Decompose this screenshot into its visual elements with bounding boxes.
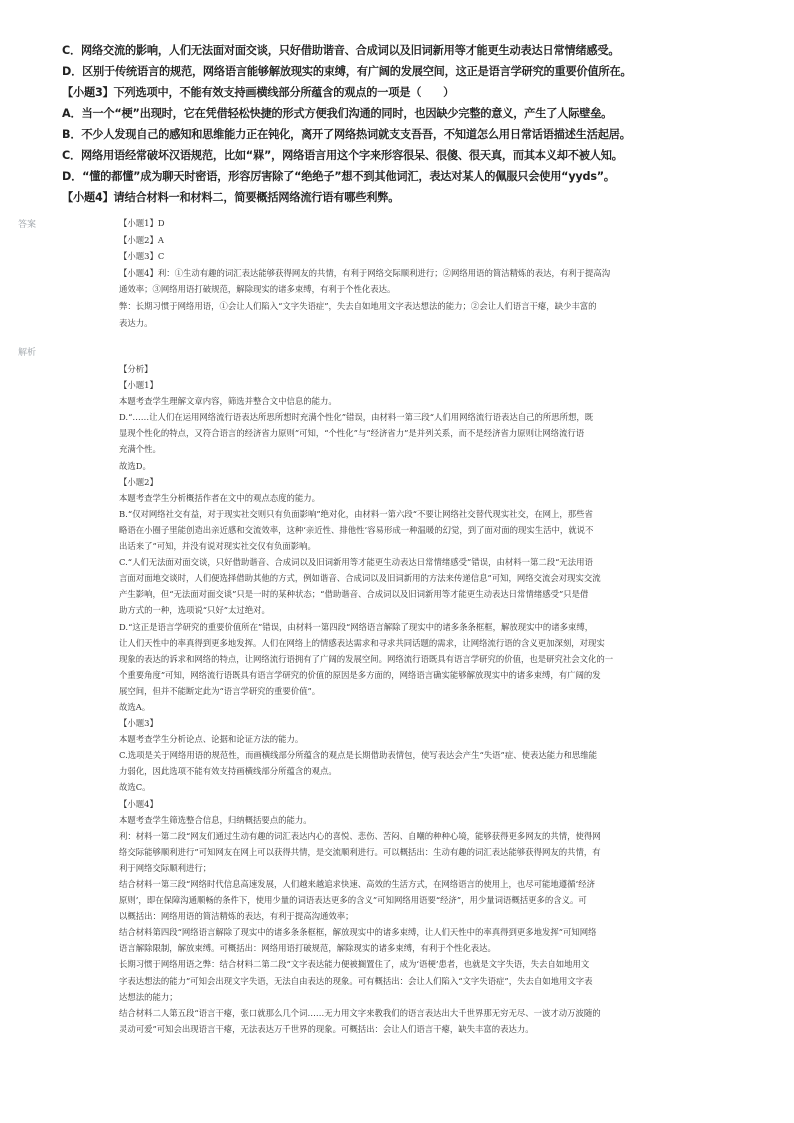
analysis-text-line: 【小题3】 <box>119 718 158 729</box>
analysis-text-line: 本题考查学生分析概括作者在文中的观点态度的能力。 <box>119 492 320 503</box>
question-text-line: 【小题4】请结合材料一和材料二，简要概括网络流行语有哪些利弊。 <box>62 191 400 204</box>
question-text-line: 【小题3】下列选项中，不能有效支持画横线部分所蕴含的观点的一项是（ ） <box>62 86 455 99</box>
analysis-text-line: 展空间，但并不能断定此为“语言学研究的重要价值”。 <box>119 685 321 696</box>
analysis-text-line: 络交际能够顺利进行”可知网友在网上可以获得共情，是交流顺利进行。可以概括出：生动有趣的词汇表达能够获得网友的共情，有 <box>119 846 601 857</box>
question-text-line: D．“懂的都懂”成为聊天时密语，形容厉害除了“绝绝子”想不到其他词汇，表达对某人的佩服只会使用“yyds”。 <box>62 170 615 183</box>
analysis-text-line: 助方式的一种，选项说“只好”太过绝对。 <box>119 605 270 616</box>
analysis-text-line: 利于网络交际顺利进行； <box>119 862 212 873</box>
question-text-line: A．当一个“梗”出现时，它在凭借轻松快捷的形式方便我们沟通的同时，也因缺少完整的意义，产生了人际壁垒。 <box>62 107 613 120</box>
analysis-text-line: B.“仅对网络社交有益，对于现实社交则只有负面影响”绝对化，由材料一第六段“不要让网络社交替代现实社交，在网上，那些省 <box>119 508 593 519</box>
analysis-text-line: 结合材料一第三段“网络时代信息高速发展，人们越来越追求快速、高效的生活方式，在网络语言的使用上，也尽可能地遵循‘经济 <box>119 879 595 889</box>
answer-text-line: 弊：长期习惯于网络用语，①会让人们陷入“文字失语症”，失去自如地用文字表达想法的能力；②会让人们语言干瘪，缺少丰富的 <box>119 300 597 311</box>
analysis-text-line: 原则’，即在保障沟通顺畅的条件下，使用少量的词语表达更多的含义”可知网络用语要“经济”，用少量词语概括更多的含义。可 <box>119 895 587 906</box>
analysis-text-line: 力弱化，因此选项不能有效支持画横线部分所蕴含的观点。 <box>119 766 337 777</box>
answer-text-line: 通效率；③网络用语打破规范，解除现实的诸多束缚，有利于个性化表达。 <box>119 284 396 295</box>
analysis-text-line: 现象的表达的诉求和网络的特点，让网络流行语拥有了广阔的发展空间。网络流行语既具有语言学研究的价值，也是研究社会文化的一 <box>119 653 614 664</box>
answer-text-line: 【小题4】利：①生动有趣的词汇表达能够获得网友的共情，有利于网络交际顺利进行；②网络用语的简洁精炼的表达，有利于提高沟 <box>119 267 611 278</box>
analysis-text-line: 本题考查学生理解文章内容，筛选并整合文中信息的能力。 <box>119 396 337 407</box>
analysis-text-line: 利：材料一第二段“网友们通过生动有趣的词汇表达内心的喜悦、悲伤、苦闷、自嘲的种种心境，能够获得更多网友的共情，使得网 <box>119 830 601 841</box>
analysis-text-line: 个重要角度”可知，网络流行语既具有语言学研究的价值的原因是多方面的，网络语言确实能够解放现实中的诸多束缚，有广阔的发 <box>119 669 601 680</box>
analysis-text-line: D.“……让人们在运用网络流行语表达所思所想时充满个性化”错误，由材料一第三段“人们用网络流行语表达自己的所思所想，既 <box>119 412 594 423</box>
analysis-text-line: 出话来了”可知，并没有说对现实社交仅有负面影响。 <box>119 541 316 552</box>
analysis-text-line: 灵动可爱”可知会出现语言干瘪，无法表达万千世界的现象。可概括出：会让人们语言干瘪，缺失丰富的表达力。 <box>119 1023 534 1034</box>
analysis-text-line: 故选D。 <box>119 460 151 471</box>
answer-text-line: 【小题3】C <box>119 251 165 262</box>
analysis-text-line: 【小题2】 <box>119 476 158 487</box>
analysis-text-line: 本题考查学生分析论点、论据和论证方法的能力。 <box>119 734 304 745</box>
analysis-text-line: C.选项是关于网络用语的规范性，而画横线部分所蕴含的观点是长期借助表情包，使写表达会产生“失语”症、使表达能力和思维能 <box>119 750 597 761</box>
analysis-text-line: 长期习惯于网络用语之弊：结合材料二第二段“文字表达能力便被搁置住了，成为‘语梗’患者，也就是文字失语，失去自如地用文 <box>119 959 590 970</box>
analysis-text-line: 以概括出：网络用语的简洁精炼的表达，有利于提高沟通效率； <box>119 911 354 922</box>
answer-text-line: 【小题1】D <box>119 218 165 228</box>
analysis-text-line: 言面对面地交谈时，人们便选择借助其他的方式，例如谐音、合成词以及旧词新用的方法来传递信息”可知，网络交流会对现实交流 <box>119 573 601 584</box>
analysis-text-line: 语言解除限制，解放束缚。可概括出：网络用语打破规范，解除现实的诸多束缚，有利于个性化表达。 <box>119 943 496 954</box>
analysis-text-line: 【小题1】 <box>119 380 158 391</box>
question-text-line: C．网络交流的影响，人们无法面对面交谈，只好借助谐音、合成词以及旧词新用等才能更生动表达日常情绪感受。 <box>62 44 620 57</box>
question-text-line: D．区别于传统语言的规范，网络语言能够解放现实的束缚，有广阔的发展空间，这正是语言学研究的重要价值所在。 <box>62 65 632 78</box>
analysis-text-line: 故选A。 <box>119 701 151 712</box>
question-text-line: B．不少人发现自己的感知和思维能力正在钝化，离开了网络热词就支支吾吾，不知道怎么用日常话语描述生活起居。 <box>62 128 631 141</box>
analysis-text-line: 充满个性。 <box>119 444 161 455</box>
answer-label: 答案 <box>18 220 37 230</box>
analysis-text-line: 产生影响，但“无法面对面交谈”只是一时的某种状态；“借助谐音、合成词以及旧词新用等才能更生动表达日常情绪感受”只是借 <box>119 589 589 600</box>
analysis-text-line: 结合材料二人第五段“语言干瘪，张口就那么几个词……无力用文字来教我们的语言表达出大千世界那无穷无尽、一波才动万波随的 <box>119 1007 601 1018</box>
analysis-content <box>119 361 709 1037</box>
analysis-text-line: 【分析】 <box>119 364 153 374</box>
analysis-text-line: 结合材料第四段“网络语言解除了现实中的诸多条条框框，解放现实中的诸多束缚，让人们天性中的率真得到更多地发挥”可知网络 <box>119 927 597 938</box>
analysis-text-line: 本题考查学生筛选整合信息，归纳概括要点的能力。 <box>119 814 312 825</box>
answer-text-line: 表达力。 <box>119 317 153 328</box>
analysis-label: 解析 <box>18 348 37 358</box>
analysis-text-line: 让人们天性中的率真得到更多地发挥。人们在网络上的情感表达需求和寻求共同话题的需求，让网络流行语的含义更加深刻，对现实 <box>119 637 605 648</box>
analysis-text-line: 达想法的能力； <box>119 991 178 1002</box>
analysis-text-line: 【小题4】 <box>119 798 158 809</box>
analysis-text-line: D.“这正是语言学研究的重要价值所在”错误，由材料一第四段“网络语言解除了现实中的诸多条条框框，解放现实中的诸多束缚， <box>119 621 594 632</box>
question-options-section <box>62 40 762 208</box>
analysis-text-line: 略语在小圈子里能创造出亲近感和交流效率，这种‘亲近性、排他性’容易形成一种温暖的幻觉，到了面对面的现实生活中，就说不 <box>119 524 594 535</box>
analysis-text-line: 字表达想法的能力”可知会出现文字失语，无法自由表达的现象。可有概括出：会让人们陷入“文字失语症”，失去自如地用文字表 <box>119 975 593 986</box>
analysis-text-line: 故选C。 <box>119 782 151 793</box>
analysis-text-line: C.“人们无法面对面交谈，只好借助谐音、合成词以及旧词新用等才能更生动表达日常情绪感受”错误，由材料一第二段“无法用语 <box>119 557 593 568</box>
analysis-text-line: 显现个性化的特点，又符合语言的经济省力原则”可知，“个性化”与“经济省力”是并列关系，而不是经济省力原则让网络流行语 <box>119 428 585 439</box>
answer-text-line: 【小题2】A <box>119 234 164 245</box>
answer-content <box>119 215 709 331</box>
question-text-line: C．网络用语经常破坏汉语规范，比如“槑”，网络语言用这个字来形容很呆、很傻、很天真，而其本义却不被人知。 <box>62 149 623 162</box>
